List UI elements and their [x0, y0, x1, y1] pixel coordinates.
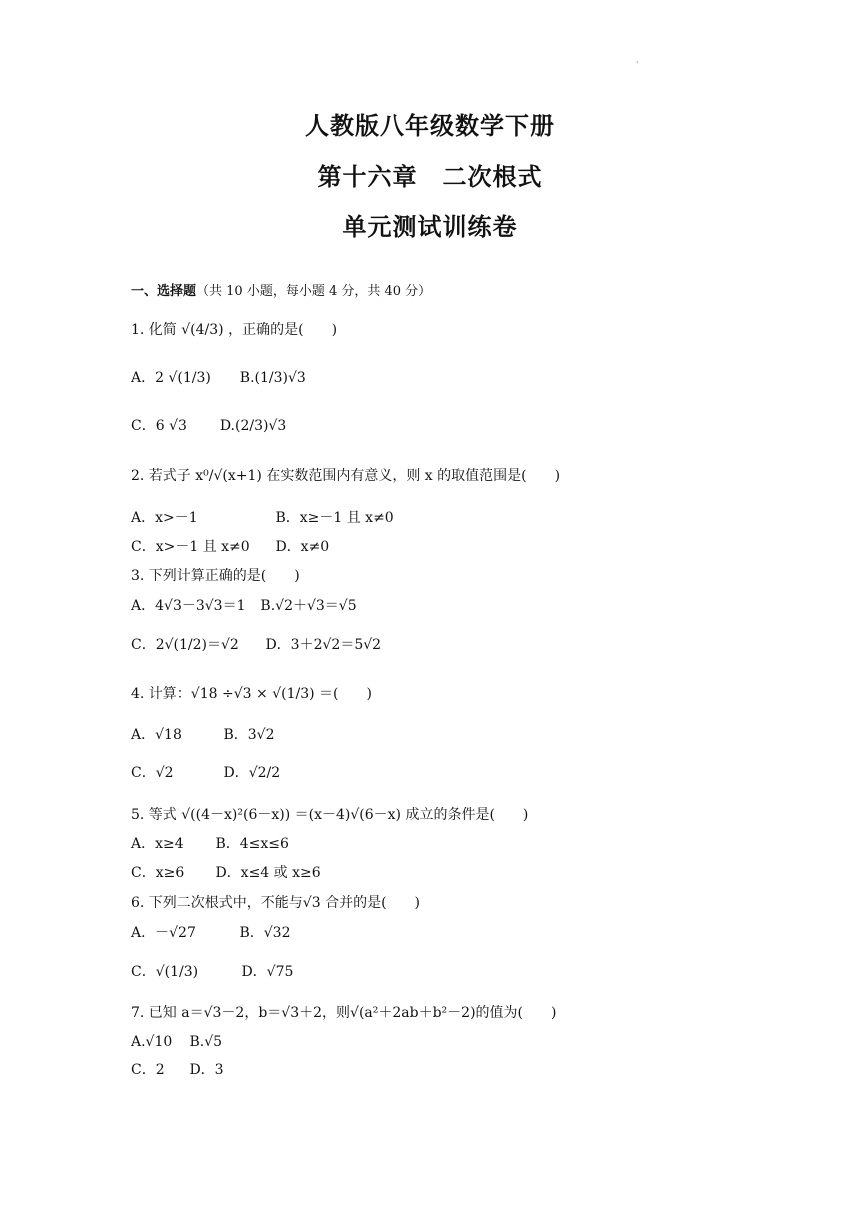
question-4-number: 4. 计算：√18 ÷√3 × [131, 686, 268, 702]
q5-option-b: B．4≤x≤6 [215, 836, 289, 852]
q4-option-c: C．√2 [131, 765, 174, 781]
title-chapter: 第十六章 二次根式 [317, 163, 543, 191]
question-1-tail: ，正确的是( ) [228, 322, 338, 338]
question-2-options-ab [131, 508, 394, 528]
q5-option-d: D．x≤4 或 x≥6 [215, 865, 321, 881]
q4-option-a: A．√18 [131, 727, 182, 743]
q1-stem-expression: √(4/3) [181, 322, 224, 338]
section-title: 一、选择题 [131, 284, 197, 299]
q7-option-a: A.√10 [131, 1034, 173, 1050]
q4-option-b: B．3√2 [223, 727, 275, 743]
q5-stem-expression: √((4－x)²(6－x)) [181, 807, 291, 823]
q3-option-d: D．3＋2√2＝5√2 [265, 637, 382, 653]
q1-option-c: C．6 √3 [131, 418, 187, 434]
question-2-tail: 在实数范围内有意义，则 x 的取值范围是( ) [266, 468, 561, 484]
q2-option-c: C．x>－1 且 x≠0 [131, 539, 250, 555]
q4-option-d: D．√2/2 [223, 765, 281, 781]
q2-stem-expression: x⁰/√(x+1) [195, 468, 262, 484]
question-5-tail: ＝(x－4)√(6－x) 成立的条件是( ) [294, 807, 529, 823]
question-3-options-cd [131, 635, 381, 655]
question-5-options-ab [131, 834, 289, 854]
question-6-options-cd [131, 962, 293, 982]
question-1-number: 1. 化简 [131, 322, 177, 338]
q1-option-a: A．2 √(1/3) [131, 370, 211, 386]
q1-option-b: B.(1/3)√3 [239, 370, 306, 386]
question-1-options-cd [131, 416, 286, 436]
q6-option-a: A．－√27 [131, 925, 196, 941]
question-5-stem [131, 805, 528, 825]
question-2-number: 2. 若式子 [131, 468, 191, 484]
q6-option-c: C．√(1/3) [131, 964, 199, 980]
q2-option-d: D．x≠0 [275, 539, 330, 555]
question-6-stem: 6. 下列二次根式中，不能与√3 合并的是( ) [131, 895, 421, 911]
question-3-options-ab [131, 596, 357, 616]
question-7-stem: 7. 已知 a＝√3－2，b＝√3＋2，则√(a²＋2ab＋b²－2)的值为( ) [131, 1005, 557, 1021]
q5-option-c: C．x≥6 [131, 865, 185, 881]
question-5-options-cd [131, 863, 321, 883]
question-5-number: 5. 等式 [131, 807, 177, 823]
corner-dot: · [636, 58, 639, 67]
question-4-stem [131, 684, 372, 704]
q3-option-a: A．4√3－3√3＝1 [131, 598, 246, 614]
section-heading [131, 282, 431, 302]
question-1-stem [131, 320, 337, 340]
question-4-options-ab [131, 725, 274, 745]
question-7-options-ab [131, 1032, 222, 1052]
question-4-options-cd [131, 763, 280, 783]
q3-option-b: B.√2＋√3＝√5 [260, 598, 357, 614]
q5-option-a: A．x≥4 [131, 836, 184, 852]
q2-option-b: B．x≥－1 且 x≠0 [275, 510, 394, 526]
title-textbook: 人教版八年级数学下册 [305, 112, 555, 140]
q7-option-c: C．2 [131, 1062, 165, 1078]
question-7-options-cd [131, 1060, 224, 1080]
question-1-options-ab [131, 368, 306, 388]
title-test: 单元测试训练卷 [342, 213, 518, 241]
q6-option-d: D．√75 [241, 964, 294, 980]
q6-option-b: B．√32 [239, 925, 291, 941]
q2-option-a: A．x>－1 [131, 510, 198, 526]
section-note: （共 10 小题，每小题 4 分，共 40 分） [196, 284, 432, 299]
question-3-stem: 3. 下列计算正确的是( ) [131, 568, 300, 584]
question-4-tail: ＝( ) [319, 686, 372, 702]
question-2-stem [131, 466, 560, 486]
q4-stem-expression: √(1/3) [272, 686, 315, 702]
question-6-options-ab [131, 923, 290, 943]
question-2-options-cd [131, 537, 329, 557]
q7-option-b: B.√5 [189, 1034, 223, 1050]
q1-option-d: D.(2/3)√3 [219, 418, 287, 434]
q7-option-d: D．3 [189, 1062, 224, 1078]
q3-option-c: C．2√(1/2)＝√2 [131, 637, 239, 653]
